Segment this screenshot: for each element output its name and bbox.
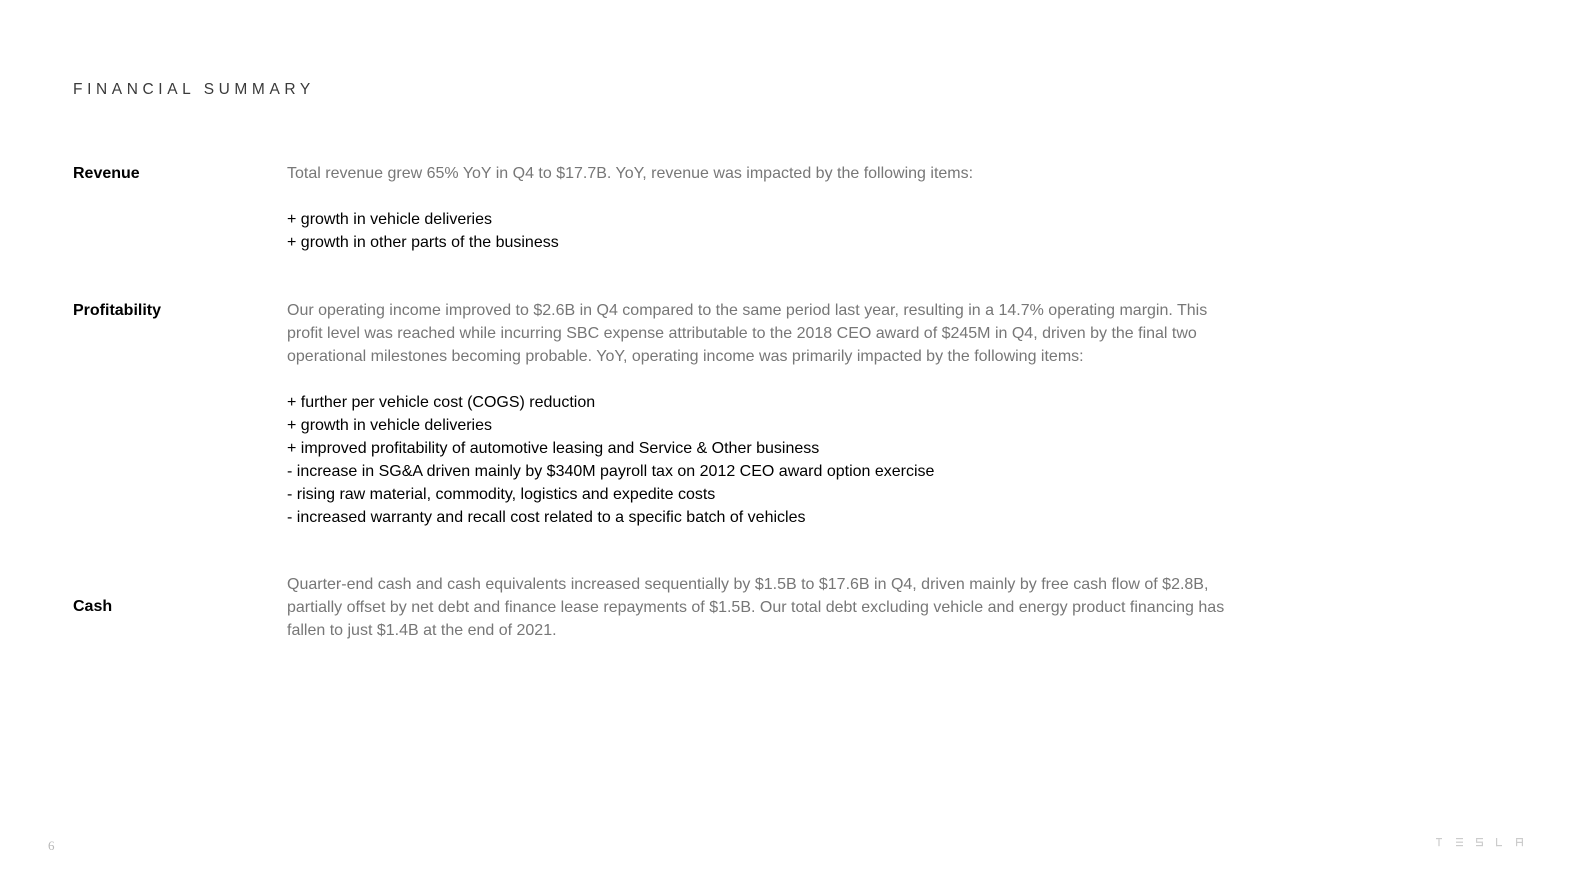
- list-item: - increase in SG&A driven mainly by $340M payroll tax on 2012 CEO award option exercise: [287, 463, 935, 480]
- section-body-cash: [287, 573, 1247, 642]
- tesla-wordmark-icon: [1436, 838, 1528, 848]
- list-item: - rising raw material, commodity, logistics and expedite costs: [287, 486, 716, 503]
- revenue-items: [287, 208, 1247, 254]
- section-label-revenue: Revenue: [73, 165, 140, 182]
- profitability-items: [287, 391, 1247, 529]
- list-item: + improved profitability of automotive leasing and Service & Other business: [287, 440, 820, 457]
- section-body-revenue: [287, 162, 1247, 254]
- list-item: + growth in vehicle deliveries: [287, 211, 492, 228]
- section-label-profitability: Profitability: [73, 302, 162, 319]
- cash-paragraph: Quarter-end cash and cash equivalents increased sequentially by $1.5B to $17.6B in Q4, driven mainly by free cash flow of $2.8B, partially offset by net debt and finance lease repayments of $1.5B. Our total debt excluding vehicle and energy product financing has fallen to just $1.4B at the end of 2021.: [287, 576, 1225, 639]
- page-title: FINANCIAL SUMMARY: [73, 81, 315, 98]
- list-item: + further per vehicle cost (COGS) reduction: [287, 394, 596, 411]
- profitability-paragraph: Our operating income improved to $2.6B in Q4 compared to the same period last year, resulting in a 14.7% operating margin. This profit level was reached while incurring SBC expense attributable to the 2018 CEO award of $245M in Q4, driven by the final two operational milestones becoming probable. YoY, operating income was primarily impacted by the following items:: [287, 302, 1208, 365]
- revenue-paragraph: Total revenue grew 65% YoY in Q4 to $17.7B. YoY, revenue was impacted by the following items:: [287, 165, 974, 182]
- list-item: - increased warranty and recall cost related to a specific batch of vehicles: [287, 509, 806, 526]
- page-number: 6: [48, 838, 55, 853]
- list-item: + growth in other parts of the business: [287, 234, 559, 251]
- list-item: + growth in vehicle deliveries: [287, 417, 492, 434]
- section-label-cash: Cash: [73, 598, 113, 615]
- section-body-profitability: [287, 299, 1247, 529]
